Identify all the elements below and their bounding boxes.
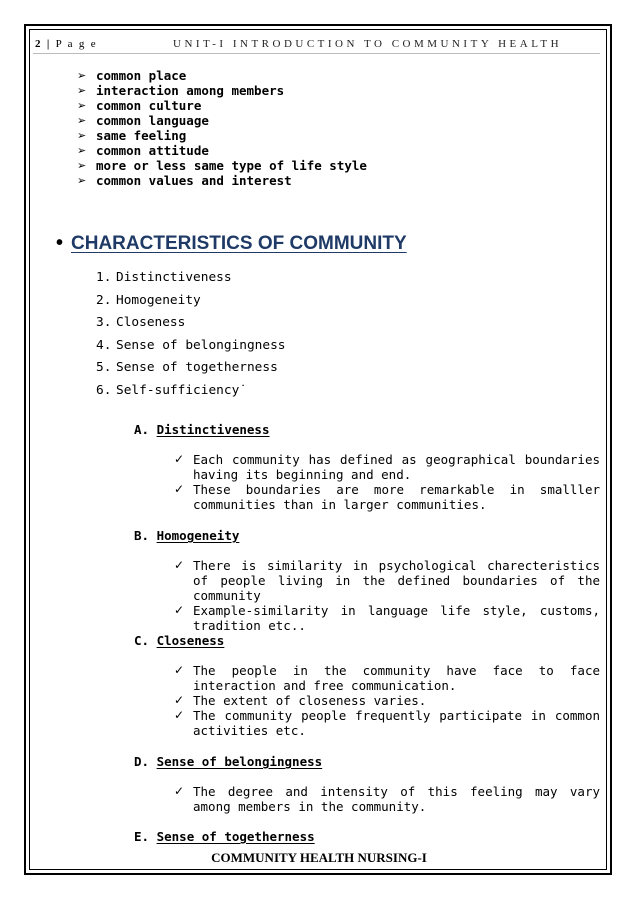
- arrow-icon: ➢: [77, 99, 87, 112]
- characteristics-list: [96, 270, 286, 406]
- subheading-homogeneity: B. Homogeneity: [134, 528, 240, 543]
- checkmark-icon: ✓: [174, 693, 185, 707]
- list-item: ✓ These boundaries are more remarkable in smalller communities than in larger communities.: [174, 482, 600, 512]
- arrow-icon: ➢: [77, 129, 87, 142]
- arrow-icon: ➢: [77, 84, 87, 97]
- arrow-icon: ➢: [77, 69, 87, 82]
- list-item: ➢ same feeling: [77, 128, 187, 143]
- list-item: ➢ more or less same type of life style: [77, 158, 367, 173]
- section-heading: [56, 232, 407, 255]
- features-list: [75, 68, 367, 188]
- list-item: ✓ The extent of closeness varies.: [174, 693, 427, 708]
- bullet-icon: •: [56, 232, 64, 254]
- page-footer: COMMUNITY HEALTH NURSING-I: [211, 850, 427, 865]
- arrow-icon: ➢: [77, 114, 87, 127]
- subheading-togetherness: E. Sense of togetherness: [134, 829, 315, 844]
- section-title: CHARACTERISTICS OF COMMUNITY: [71, 233, 407, 254]
- subheading-belongingness: D. Sense of belongingness: [134, 754, 323, 769]
- list-item: ✓ The people in the community have face to face interaction and free communication.: [174, 663, 600, 693]
- unit-title: UNIT-I INTRODUCTION TO COMMUNITY HEALTH: [173, 38, 563, 50]
- checkmark-icon: ✓: [174, 558, 185, 572]
- list-item: ✓ There is similarity in psychological charecteristics of people living in the defined boundaries of the community: [174, 558, 600, 603]
- arrow-icon: ➢: [77, 144, 87, 157]
- subheading-closeness: C. Closeness: [134, 633, 225, 648]
- list-item: 2. Homogeneity: [96, 292, 201, 308]
- belongingness-points: [174, 784, 600, 814]
- list-item: 4. Sense of belongingness: [96, 337, 286, 353]
- checkmark-icon: ✓: [174, 603, 185, 617]
- list-item: ➢ common place: [77, 68, 187, 83]
- list-item: ➢ common language: [77, 113, 209, 128]
- closeness-points: [174, 663, 600, 738]
- checkmark-icon: ✓: [174, 452, 185, 466]
- arrow-icon: ➢: [77, 159, 87, 172]
- list-item: ✓ The degree and intensity of this feeling may vary among members in the community.: [174, 784, 600, 814]
- subheading-distinctiveness: A. Distinctiveness: [134, 422, 270, 437]
- page-number: [35, 38, 97, 50]
- header-rule: [33, 53, 600, 54]
- list-item: ✓ Example-similarity in language life style, customs, tradition etc..: [174, 603, 600, 633]
- checkmark-icon: ✓: [174, 708, 185, 722]
- list-item: ✓ The community people frequently participate in common activities etc.: [174, 708, 600, 738]
- list-item: ➢ interaction among members: [77, 83, 285, 98]
- homogeneity-points: [174, 558, 600, 633]
- checkmark-icon: ✓: [174, 784, 185, 798]
- list-item: ➢ common values and interest: [77, 173, 292, 188]
- list-item: 6. Self-sufficiency˙: [96, 382, 247, 398]
- list-item: ➢ common culture: [77, 98, 202, 113]
- list-item: ✓ Each community has defined as geographical boundaries having its beginning and end.: [174, 452, 600, 482]
- checkmark-icon: ✓: [174, 482, 185, 496]
- arrow-icon: ➢: [77, 174, 87, 187]
- page-number-digit: 2 |: [35, 38, 56, 50]
- list-item: 1. Distinctiveness: [96, 270, 232, 285]
- list-item: ➢ common attitude: [77, 143, 209, 158]
- list-item: 5. Sense of togetherness: [96, 360, 278, 376]
- distinctiveness-points: [174, 452, 600, 512]
- list-item: 3. Closeness: [96, 315, 186, 331]
- page-word: P a g e: [55, 38, 98, 50]
- checkmark-icon: ✓: [174, 663, 185, 677]
- page-header: [33, 37, 600, 53]
